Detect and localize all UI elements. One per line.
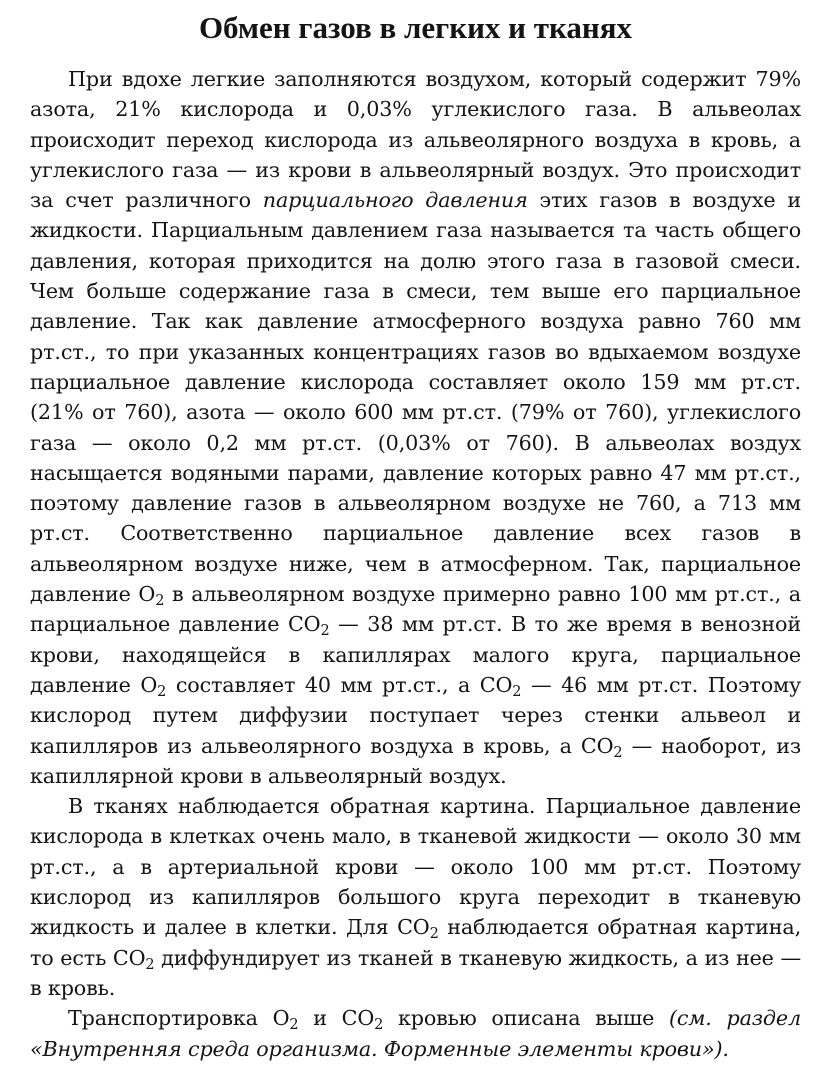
text-run: и CO [298,1006,375,1031]
text-run: диффундирует из тканей в тканевую жидкость, а из нее — в кровь. [30,945,801,1000]
text-run: составляет 40 мм рт.ст., а CO [166,672,513,697]
subscript: 2 [613,744,623,761]
text-run: — 46 мм рт.ст. Поэтому кислород путем диффузии поступает через стенки альвеол и капилляров из альвеолярного воздуха в кровь, а CO [30,672,801,758]
text-run: наблюдается обратная картина, то есть CO [30,915,801,970]
subscript: 2 [320,623,330,640]
text-run: этих газов в воздухе и жидкости. Парциальным давлением газа называется та часть общего давления, которая приходится на долю этого газа в газовой смеси. Чем больше содержание газа в смеси, тем выше его парциальное давление. Так как давление атмосферного воздуха равно 760 мм рт.ст., то при указанных концентрациях газов во вдыхаемом воздухе парциальное давление кислорода составляет около 159 мм рт.ст. (21% от 760), азота — около 600 мм рт.ст. (79% от 760), углекислого газа — около 0,2 мм рт.ст. (0,03% от 760). В альвеолах воздух насыщается водяными парами, давление которых равно 47 мм рт.ст., поэтому давление газов в альвеолярном воздухе не 760, а 713 мм рт.ст. Соответственно парциальное давление всех газов в альвеолярном воздухе ниже, чем в атмосферном. Так, парциальное давление O [30,188,801,607]
subscript: 2 [289,1017,299,1034]
subscript: 2 [429,926,439,943]
subscript: 2 [155,593,165,610]
text-run: В тканях наблюдается обратная картина. Парциальное давление кислорода в клетках очень мало, в тканевой жидкости — около 30 мм рт.ст., а в артериальной крови — около 100 мм рт.ст. Поэтому кислород из капилляров большого круга переходит в тканевую жидкость и далее в клетки. Для CO [30,794,801,940]
subscript: 2 [512,683,522,700]
italic-term: (см. раздел «Внутренняя среда организма. Форменные элементы крови»). [30,1006,801,1061]
subscript: 2 [157,683,167,700]
text-run: При вдохе легкие заполняются воздухом, который содержит 79% азота, 21% кислорода и 0,03% углекислого газа. В альвеолах происходит переход кислорода из альвеолярного воздуха в кровь, а углекислого газа — из крови в альвеолярный воздух. Это происходит за счет различного [30,67,801,213]
paragraph [30,791,801,1003]
italic-term: парциального давления [262,188,528,213]
page-title: Обмен газов в легких и тканях [198,10,633,45]
text-run: — наоборот, из капиллярной крови в альвеолярный воздух. [30,733,801,788]
text-run: в альвеолярном воздухе примерно равно 100 мм рт.ст., а парциальное давление CO [30,582,801,637]
subscript: 2 [374,1017,384,1034]
text-run: Транспортировка O [68,1006,290,1031]
paragraph [30,64,801,791]
subscript: 2 [145,956,155,973]
article-body [30,64,801,1064]
text-run: — 38 мм рт.ст. В то же время в венозной крови, находящейся в капиллярах малого круга, парциальное давление O [30,612,801,697]
text-run: кровью описана выше [383,1006,669,1031]
paragraph [30,1003,801,1064]
